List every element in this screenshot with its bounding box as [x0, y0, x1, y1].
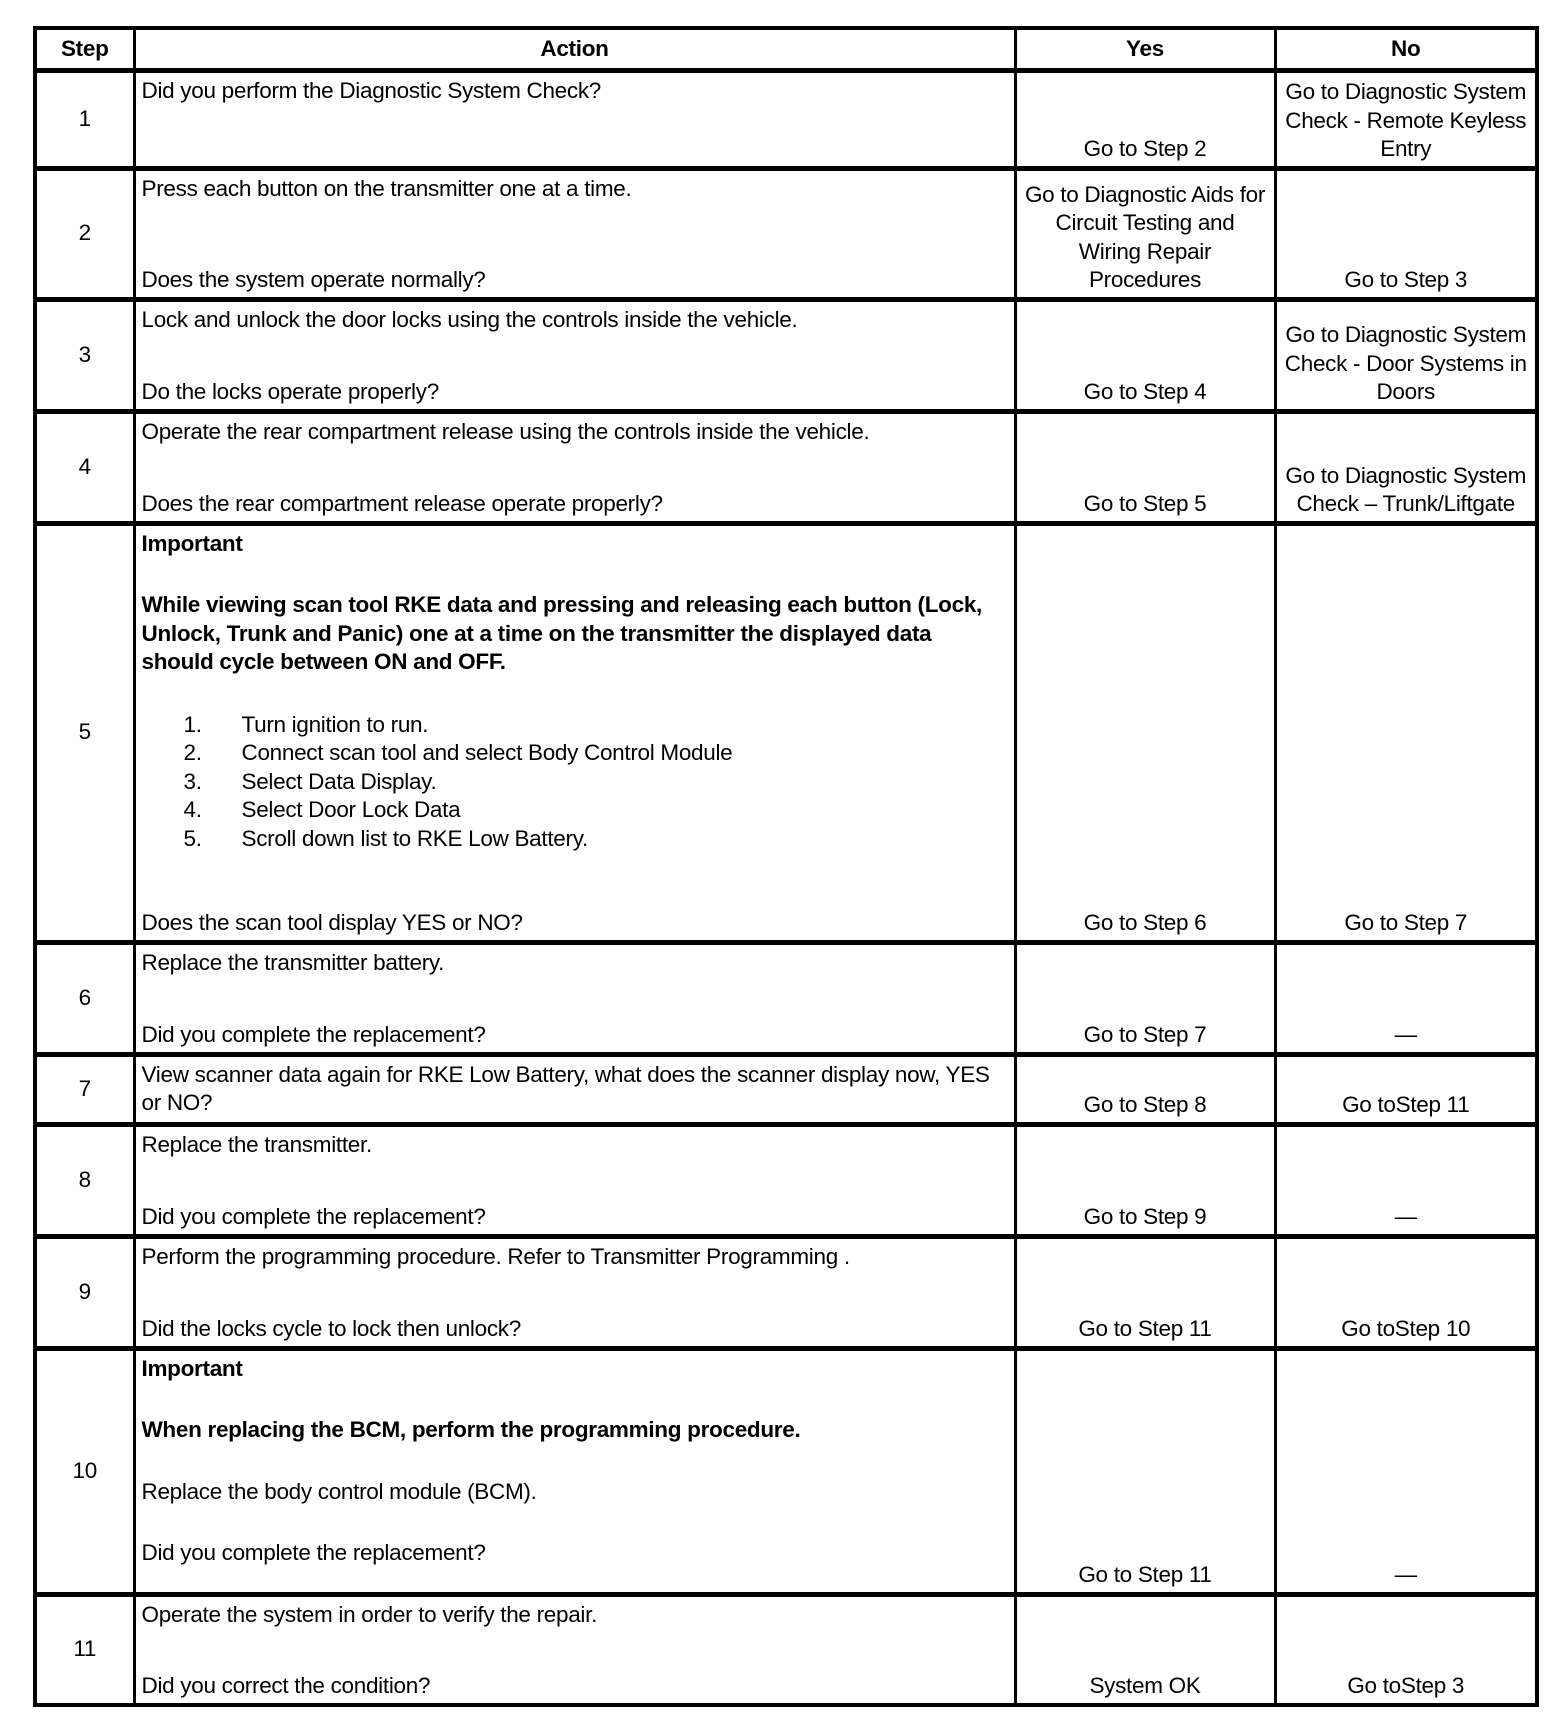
- header-no: No: [1275, 28, 1537, 70]
- action-cell: [134, 1124, 1015, 1236]
- yes-result: System OK: [1015, 1594, 1275, 1705]
- action-text: Replace the transmitter battery.: [141, 949, 445, 975]
- action-content: [142, 77, 1008, 106]
- no-result: Go toStep 3: [1275, 1594, 1537, 1705]
- no-result: Go to Diagnostic System Check – Trunk/Liftgate: [1275, 411, 1537, 523]
- action-text: Does the system operate normally?: [141, 267, 486, 292]
- step-number: 5: [35, 523, 134, 942]
- table-row: [35, 70, 1537, 168]
- action-cell: [134, 523, 1015, 942]
- step-number: 8: [35, 1124, 134, 1236]
- list-text: Turn ignition to run.: [241, 711, 429, 737]
- list-item: [142, 796, 1008, 825]
- action-cell: [134, 299, 1015, 411]
- yes-result: Go to Step 11: [1015, 1348, 1275, 1594]
- table-row: [35, 299, 1537, 411]
- important-text: When replacing the BCM, perform the programming procedure.: [141, 1417, 801, 1442]
- list-number: 3.: [183, 768, 202, 794]
- no-result: —: [1275, 1124, 1537, 1236]
- yes-result: Go to Step 2: [1015, 70, 1275, 168]
- action-cell: [134, 1236, 1015, 1348]
- action-content: [142, 418, 1008, 519]
- yes-result: Go to Step 11: [1015, 1236, 1275, 1348]
- action-cell: [134, 411, 1015, 523]
- no-result: Go toStep 10: [1275, 1236, 1537, 1348]
- no-result: Go to Diagnostic System Check - Door Systems in Doors: [1275, 299, 1537, 411]
- table-row: [35, 1054, 1537, 1124]
- diagnostic-table: [33, 26, 1539, 1707]
- step-number: 1: [35, 70, 134, 168]
- action-cell: [134, 1348, 1015, 1594]
- important-text: Important: [141, 1355, 243, 1381]
- table-row: [35, 523, 1537, 942]
- action-content: [142, 175, 1008, 295]
- header-row: [35, 28, 1537, 70]
- list-number: 1.: [183, 711, 202, 737]
- action-cell: [134, 1054, 1015, 1124]
- list-number: 5.: [183, 825, 202, 851]
- action-content: [142, 1355, 1008, 1568]
- table-row: [35, 1124, 1537, 1236]
- important-text: Important: [141, 530, 243, 556]
- important-text: While viewing scan tool RKE data and pressing and releasing each button (Lock, Unlock, Trunk and Panic) one at a time on the transmitter the displayed data should cycle between ON and OFF.: [141, 592, 982, 674]
- action-cell: [134, 942, 1015, 1054]
- yes-result: Go to Diagnostic Aids for Circuit Testing and Wiring Repair Procedures: [1015, 168, 1275, 299]
- action-text: Replace the transmitter.: [141, 1131, 372, 1157]
- header-yes: Yes: [1015, 28, 1275, 70]
- action-cell: [134, 168, 1015, 299]
- table-row: [35, 1348, 1537, 1594]
- step-number: 9: [35, 1236, 134, 1348]
- yes-result: Go to Step 6: [1015, 523, 1275, 942]
- step-number: 3: [35, 299, 134, 411]
- no-result: Go to Step 3: [1275, 168, 1537, 299]
- action-text: Did you perform the Diagnostic System Check?: [141, 77, 601, 103]
- step-number: 4: [35, 411, 134, 523]
- table-row: [35, 1236, 1537, 1348]
- list-item: [142, 768, 1008, 797]
- list-text: Connect scan tool and select Body Control Module: [241, 740, 733, 765]
- list-text: Select Door Lock Data: [241, 797, 461, 822]
- table-row: [35, 1594, 1537, 1705]
- action-text: Does the rear compartment release operate properly?: [141, 491, 663, 516]
- no-result: Go to Diagnostic System Check - Remote Keyless Entry: [1275, 70, 1537, 168]
- action-text: View scanner data again for RKE Low Battery, what does the scanner display now, YES or NO?: [141, 1061, 990, 1115]
- action-text: Do the locks operate properly?: [141, 379, 439, 404]
- no-result: Go toStep 11: [1275, 1054, 1537, 1124]
- action-content: [142, 1131, 1008, 1232]
- action-text: Did you correct the condition?: [141, 1673, 431, 1698]
- step-number: 7: [35, 1054, 134, 1124]
- action-text: Does the scan tool display YES or NO?: [141, 910, 523, 935]
- action-text: Did you complete the replacement?: [141, 1022, 486, 1047]
- step-number: 10: [35, 1348, 134, 1594]
- list-number: 2.: [183, 740, 202, 765]
- action-content: [142, 530, 1008, 938]
- action-text: Replace the body control module (BCM).: [141, 1478, 537, 1504]
- action-cell: [134, 70, 1015, 168]
- action-text: Did the locks cycle to lock then unlock?: [141, 1316, 521, 1341]
- yes-result: Go to Step 5: [1015, 411, 1275, 523]
- header-step: Step: [35, 28, 134, 70]
- no-result: —: [1275, 942, 1537, 1054]
- action-text: Operate the rear compartment release using the controls inside the vehicle.: [141, 418, 870, 444]
- action-content: [142, 1601, 1008, 1701]
- list-item: [142, 739, 1008, 768]
- action-text: Press each button on the transmitter one at a time.: [141, 175, 632, 201]
- list-item: [142, 711, 1008, 740]
- table-row: [35, 942, 1537, 1054]
- action-content: [142, 949, 1008, 1050]
- action-content: [142, 1243, 1008, 1344]
- action-text: Did you complete the replacement?: [141, 1540, 486, 1565]
- action-text: Operate the system in order to verify the repair.: [141, 1601, 598, 1627]
- yes-result: Go to Step 4: [1015, 299, 1275, 411]
- list-number: 4.: [183, 797, 202, 822]
- yes-result: Go to Step 8: [1015, 1054, 1275, 1124]
- action-text: Lock and unlock the door locks using the controls inside the vehicle.: [141, 306, 798, 332]
- step-number: 11: [35, 1594, 134, 1705]
- yes-result: Go to Step 9: [1015, 1124, 1275, 1236]
- list-item: [142, 825, 1008, 854]
- table-row: [35, 168, 1537, 299]
- no-result: —: [1275, 1348, 1537, 1594]
- step-number: 2: [35, 168, 134, 299]
- instruction-list: [142, 711, 1008, 854]
- action-cell: [134, 1594, 1015, 1705]
- action-text: Did you complete the replacement?: [141, 1204, 486, 1229]
- action-content: [142, 306, 1008, 407]
- list-text: Scroll down list to RKE Low Battery.: [241, 825, 588, 851]
- no-result: Go to Step 7: [1275, 523, 1537, 942]
- header-action: Action: [134, 28, 1015, 70]
- step-number: 6: [35, 942, 134, 1054]
- table-row: [35, 411, 1537, 523]
- action-text: Perform the programming procedure. Refer to Transmitter Programming .: [141, 1243, 850, 1269]
- action-content: [142, 1061, 1008, 1118]
- list-text: Select Data Display.: [241, 768, 437, 794]
- yes-result: Go to Step 7: [1015, 942, 1275, 1054]
